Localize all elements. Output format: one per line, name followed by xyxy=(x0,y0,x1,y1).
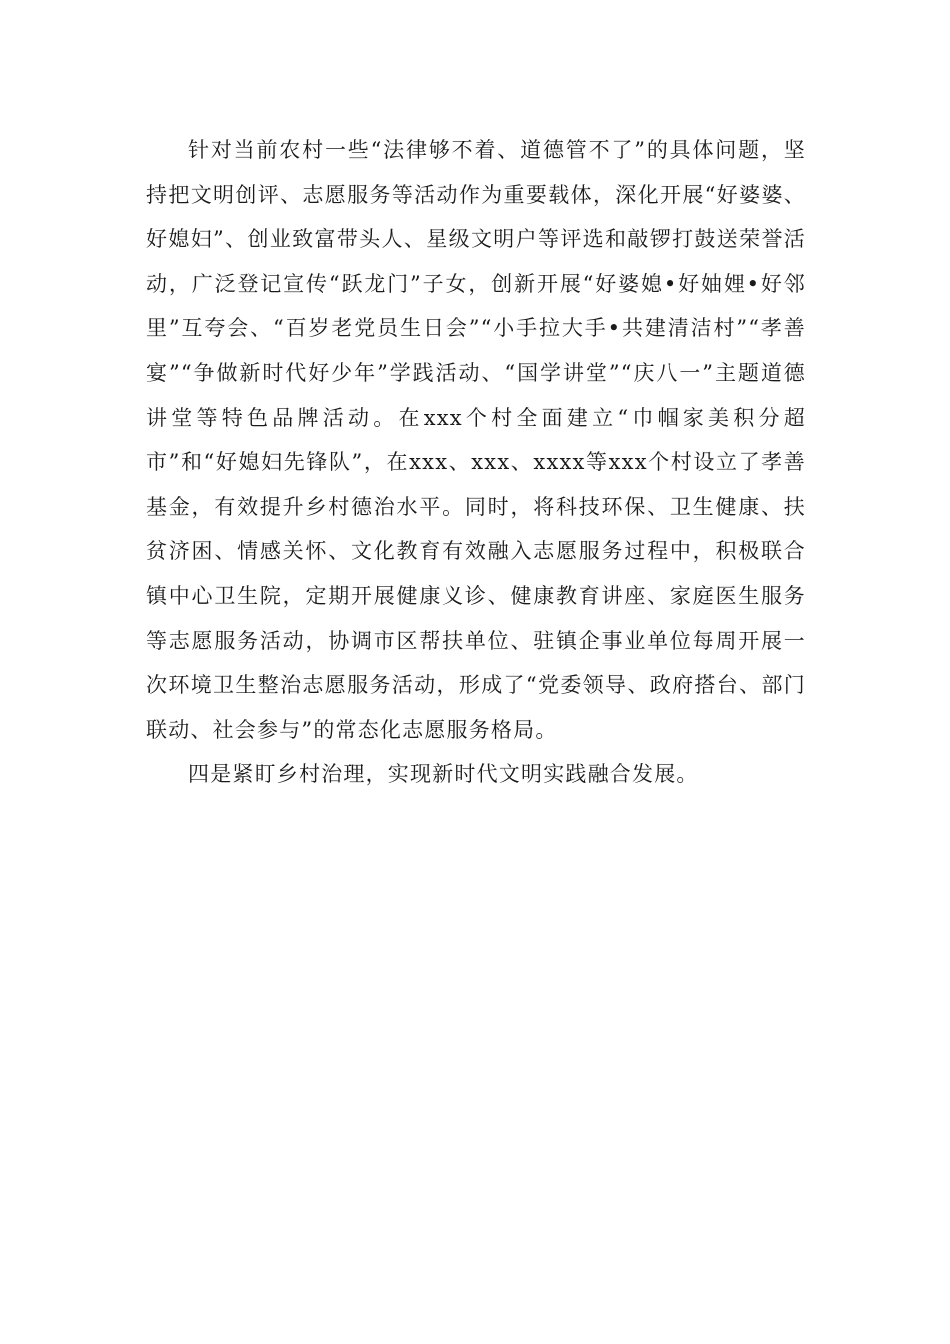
body-paragraph: 针对当前农村一些“法律够不着、道德管不了”的具体问题，坚持把文明创评、志愿服务等活动作为重要载体，深化开展“好婆婆、好媳妇”、创业致富带头人、星级文明户等评选和敲锣打鼓送荣誉活动，广泛登记宣传“跃龙门”子女，创新开展“好婆媳•好妯娌•好邻里”互夸会、“百岁老党员生日会”“小手拉大手•共建清洁村”“孝善宴”“争做新时代好少年”学践活动、“国学讲堂”“庆八一”主题道德讲堂等特色品牌活动。在xxx个村全面建立“巾帼家美积分超市”和“好媳妇先锋队”，在xxx、xxx、xxxx等xxx个村设立了孝善基金，有效提升乡村德治水平。同时，将科技环保、卫生健康、扶贫济困、情感关怀、文化教育有效融入志愿服务过程中，积极联合镇中心卫生院，定期开展健康义诊、健康教育讲座、家庭医生服务等志愿服务活动，协调市区帮扶单位、驻镇企事业单位每周开展一次环境卫生整治志愿服务活动，形成了“党委领导、政府搭台、部门联动、社会参与”的常态化志愿服务格局。 xyxy=(146,138,806,742)
section-heading-paragraph: 四是紧盯乡村治理，实现新时代文明实践融合发展。 xyxy=(188,762,699,787)
document-body xyxy=(146,128,806,797)
